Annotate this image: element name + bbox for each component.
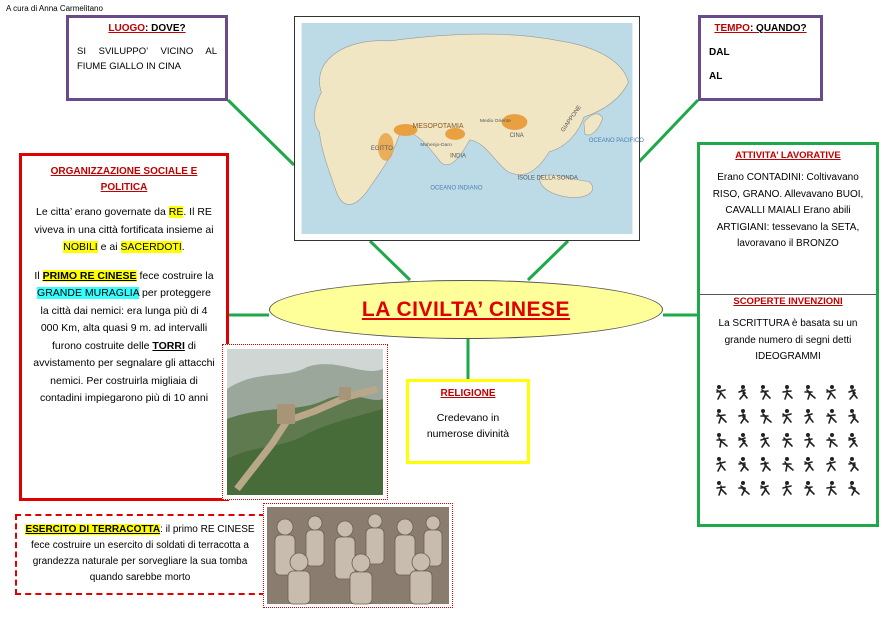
ideogram-glyph <box>845 480 861 496</box>
map-label-sonda: ISOLE DELLA SONDA <box>517 175 578 182</box>
ideogram-glyph <box>779 480 795 496</box>
ideogram-glyph <box>713 384 729 400</box>
tempo-dal: DAL <box>709 47 730 58</box>
ideogram-glyph <box>845 384 861 400</box>
ideogram-glyph <box>801 480 817 496</box>
map-label-cina: CINA <box>509 132 524 139</box>
ideogram-glyph <box>823 408 839 424</box>
ideogram-grid <box>713 384 863 496</box>
attivita-text: Erano CONTADINI: Coltivavano RISO, GRANO. Allevavano BUOI, CAVALLI MAIALI Erano abili ARTIGIANI: tessevano la SETA, lavoravano il BRONZO <box>712 172 864 249</box>
esercito-text: : il primo RE CINESE fece costruire un esercito di soldati di terracotta a grandezza naturale per sorvegliare la sua tomba quando sarebbe morto <box>31 524 255 583</box>
terracotta-army-photo <box>263 503 453 608</box>
map-label-egitto: EGITTO <box>370 145 393 152</box>
ideogram-glyph <box>713 456 729 472</box>
luogo-text: SI SVILUPPO’ VICINO AL FIUME GIALLO IN CINA <box>77 46 217 72</box>
ideogram-glyph <box>757 456 773 472</box>
ideogram-glyph <box>823 456 839 472</box>
ideogram-glyph <box>845 432 861 448</box>
ideogram-glyph <box>735 384 751 400</box>
ideogram-glyph <box>779 408 795 424</box>
author-credit: A cura di Anna Carmelitano <box>6 4 103 13</box>
map-label-medio-oriente: Medio Oriente <box>479 119 511 125</box>
ideogram-glyph <box>713 480 729 496</box>
main-title-ellipse <box>269 280 663 339</box>
religione-title: RELIGIONE <box>440 388 496 399</box>
ideogram-glyph <box>713 432 729 448</box>
ideogram-glyph <box>779 384 795 400</box>
organizzazione-paragraph-1: Le citta’ erano governate da RE. Il RE viveva in una città fortificata insieme ai NOBILI e ai SACERDOTI. <box>34 206 214 253</box>
ideogram-glyph <box>757 408 773 424</box>
ideogram-glyph <box>801 432 817 448</box>
organizzazione-paragraph-2: Il PRIMO RE CINESE fece costruire la GRANDE MURAGLIA per proteggere la città dai nemici: era lunga più di 4 000 Km, alta quasi 9 m. ad intervalli furono costruite delle TORRI di avvistamento per segnalare gli attacchi nemici. Per costruirla migliaia di contadini impiegarono più di 10 anni <box>33 269 215 404</box>
map-label-giappone: GIAPPONE <box>560 104 584 134</box>
ideogram-glyph <box>779 432 795 448</box>
map-label-mesopotamia: MESOPOTAMIA <box>412 123 464 131</box>
ideogram-glyph <box>735 480 751 496</box>
great-wall-photo <box>222 344 388 500</box>
main-title: LA CIVILTA’ CINESE <box>361 297 571 321</box>
tempo-al: AL <box>709 71 723 82</box>
map-label-mohenjo: Mohenjo-Daro <box>420 142 452 148</box>
world-map <box>294 16 644 241</box>
tempo-title: TEMPO: QUANDO? <box>714 23 807 34</box>
ideogram-glyph <box>757 480 773 496</box>
map-label-pacifico: OCEANO PACIFICO <box>588 137 644 144</box>
ideogram-glyph <box>735 408 751 424</box>
scoperte-title: SCOPERTE INVENZIONI <box>733 296 843 307</box>
map-illustration <box>301 23 644 234</box>
ideogram-glyph <box>713 408 729 424</box>
terracotta-illustration <box>267 507 449 604</box>
ideogram-glyph <box>845 408 861 424</box>
ideogram-glyph <box>735 456 751 472</box>
ideogram-glyph <box>735 432 751 448</box>
esercito-box <box>15 514 265 595</box>
ideogram-glyph <box>845 456 861 472</box>
ideogram-glyph <box>823 384 839 400</box>
ideogram-glyph <box>757 384 773 400</box>
ideogram-glyph <box>823 432 839 448</box>
religione-text: Credevano in numerose divinità <box>426 412 510 440</box>
tempo-box <box>698 15 823 101</box>
scoperte-text: La SCRITTURA è basata su un grande numero di segni detti IDEOGRAMMI <box>718 318 858 362</box>
ideogram-glyph <box>779 456 795 472</box>
ideogram-glyph <box>801 384 817 400</box>
ideogram-glyph <box>757 432 773 448</box>
map-label-indiano: OCEANO INDIANO <box>430 185 483 192</box>
great-wall-illustration <box>227 349 383 495</box>
religione-box <box>406 379 530 464</box>
esercito-title: ESERCITO DI TERRACOTTA <box>25 524 161 535</box>
luogo-title: LUOGO: DOVE? <box>108 23 186 34</box>
map-label-india: INDIA <box>450 153 467 160</box>
ideogram-glyph <box>801 456 817 472</box>
organizzazione-title: ORGANIZZAZIONE SOCIALE E POLITICA <box>50 166 198 193</box>
attivita-section <box>700 145 876 295</box>
ideogram-glyph <box>801 408 817 424</box>
scoperte-section <box>700 295 876 497</box>
organizzazione-box <box>19 153 229 501</box>
ideogram-glyph <box>823 480 839 496</box>
attivita-title: ATTIVITA’ LAVORATIVE <box>735 150 841 161</box>
luogo-box <box>66 15 228 101</box>
attivita-scoperte-box <box>697 142 879 527</box>
